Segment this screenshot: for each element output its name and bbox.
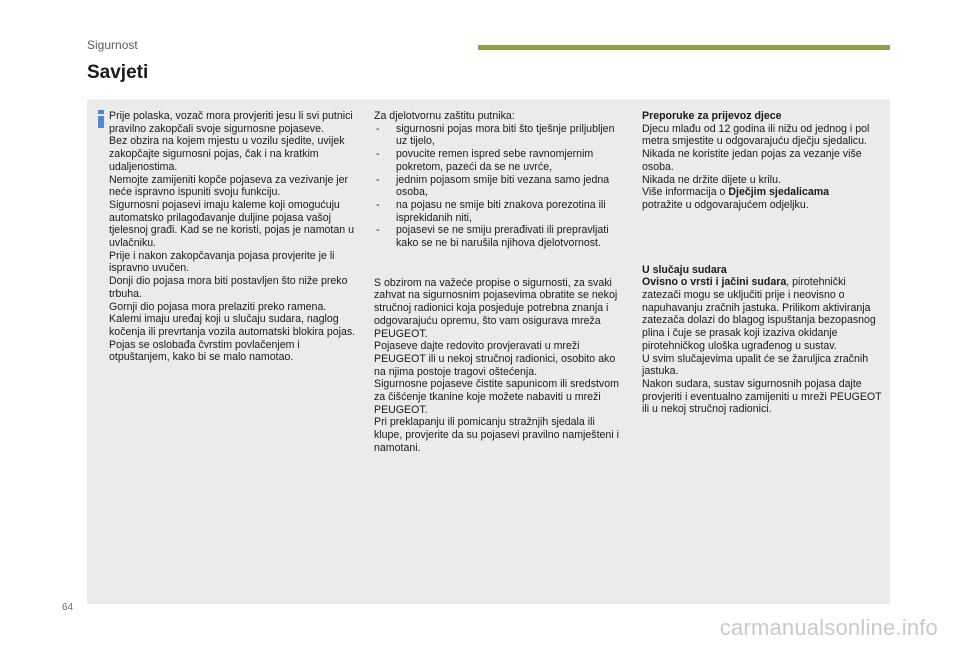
paragraph: U svim slučajevima upalit će se žaruljica zračnih jastuka. (642, 352, 869, 378)
paragraph: Nikada ne držite dijete u krilu. (642, 173, 781, 186)
paragraph: Prije polaska, vozač mora provjeriti jesu li svi putnici pravilno zakopčali svoje sigurnosne pojaseve. (109, 110, 353, 135)
list-item: - povucite remen ispred sebe ravnomjernim pokretom, pazeći da se ne uvrće, (374, 148, 626, 173)
paragraph: Nikada ne koristite jedan pojas za vezanje više osoba. (642, 148, 862, 173)
more-info-prefix: Više informacija o (642, 186, 729, 199)
header-accent-rule (478, 45, 890, 50)
list-item: - pojasevi se ne smiju prerađivati ili prepravljati kako se ne bi narušila njihova djelotvornost. (374, 224, 626, 249)
paragraph: Nemojte zamijeniti kopče pojaseva za vezivanje jer neće ispravno ispuniti svoju funkciju. (109, 173, 349, 199)
child-seats-link[interactable]: Dječjim sjedalicama (728, 186, 830, 199)
section-label: Sigurnost (87, 38, 138, 52)
protection-list (374, 123, 626, 250)
list-item: - jednim pojasom smije biti vezana samo jedna osoba, (374, 174, 626, 199)
more-info-suffix: potražite u odgovarajućem odjeljku. (642, 198, 809, 211)
children-heading: Preporuke za prijevoz djece (642, 110, 782, 122)
list-intro: Za djelotvornu zaštitu putnika: (374, 110, 515, 122)
page-title: Savjeti (87, 62, 149, 83)
info-icon-stem (98, 116, 104, 128)
paragraph: Pri preklapanju ili pomicanju stražnjih sjedala ili klupe, provjerite da su pojasevi pravilno namješteni i namotani. (374, 416, 619, 454)
page-number: 64 (62, 602, 74, 613)
paragraph: S obzirom na važeće propise o sigurnosti, za svaki zahvat na sigurnosnim pojasevima obratite se nekoj stručnoj radionici koja posjeduje potrebna znanja i odgovarajuću opremu, što vam osigurava mreža PEUGEOT. (374, 276, 618, 340)
column-protection-tips (374, 110, 626, 455)
paragraph: Gornji dio pojasa mora prelaziti preko ramena. (109, 300, 327, 313)
paragraph: Sigurnosne pojaseve čistite sapunicom ili sredstvom za čišćenje tkanine koje možete nabaviti u mreži PEUGEOT. (374, 378, 619, 416)
collision-heading: U slučaju sudara (642, 263, 727, 276)
column-children-and-collision (642, 110, 882, 416)
paragraph: Sigurnosni pojasevi imaju kaleme koji omogućuju automatsko prilagođavanje duljine pojasa vašoj tjelesnoj građi. Kad se ne koristi, pojas je namotan u uvlačniku. (109, 198, 354, 250)
paragraph: Donji dio pojasa mora biti postavljen što niže preko trbuha. (109, 275, 348, 300)
paragraph: Pojaseve dajte redovito provjeravati u mreži PEUGEOT ili u nekoj stručnoj radionici, osobito ako na njima postoje tragovi oštećenja. (374, 340, 616, 378)
info-icon-dot (98, 110, 104, 114)
paragraph: Bez obzira na kojem mjestu u vozilu sjedite, uvijek zakopčajte sigurnosni pojas, čak i na kratkim udaljenostima. (109, 135, 345, 173)
watermark: carmanualsonline.info (719, 615, 938, 640)
paragraph: Prije i nakon zakopčavanja pojasa provjerite je li ispravno uvučen. (109, 249, 335, 275)
collision-paragraph (642, 276, 882, 352)
list-item: - na pojasu ne smije biti znakova porezotina ili isprekidanih niti, (374, 199, 626, 224)
paragraph: Kalemi imaju uređaj koji u slučaju sudara, naglog kočenja ili prevrtanja vozila automatski blokira pojas. Pojas se oslobađa čvrstim povlačenjem i otpuštanjem, kako bi se malo namotao. (109, 313, 356, 364)
info-icon (97, 110, 106, 126)
collision-text: , pirotehnički zatezači mogu se uključiti prije i neovisno o napuhavanju zračnih jastuka. Prilikom aktiviranja zatezača dolazi do blagog ispuštanja bezopasnog plina i čuje se prasak koji izaziva okidanje pirotehničkog uloška ugrađenog u sustav. (642, 276, 876, 352)
column-seatbelt-basics (109, 110, 357, 364)
paragraph: Nakon sudara, sustav sigurnosnih pojasa dajte provjeriti i eventualno zamijeniti u mreži PEUGEOT ili u nekoj stručnoj radionici. (642, 377, 882, 416)
collision-emphasis: Ovisno o vrsti i jačini sudara (642, 276, 787, 289)
list-item: - sigurnosni pojas mora biti što tješnje priljubljen uz tijelo, (374, 123, 626, 148)
paragraph: Djecu mlađu od 12 godina ili nižu od jednog i pol metra smjestite u odgovarajuću dječju sjedalicu. (642, 122, 870, 148)
more-info-paragraph (642, 186, 882, 211)
